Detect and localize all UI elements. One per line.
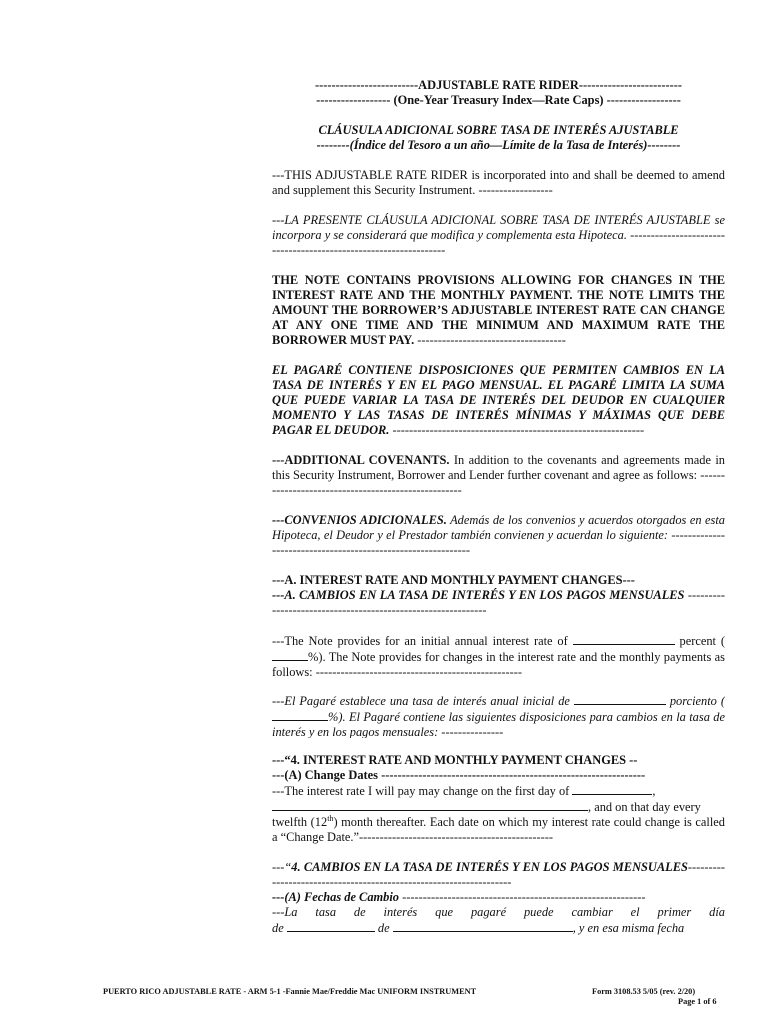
initial-rate-text-3: %). The Note provides for changes in the interest rate and the monthly payments as follows: --------------------------------------------------	[272, 650, 725, 678]
rider-subtitle-spanish: --------(Índice del Tesoro a un año—Límite de la Tasa de Interés)--------	[316, 138, 681, 152]
covenants-heading: ---ADDITIONAL COVENANTS.	[272, 453, 450, 467]
fechas-text-2a: de	[272, 921, 284, 935]
section-a-heading-spanish	[272, 588, 725, 618]
change-dates-line-1: ---The interest rate I will pay may change on the first day of ,	[272, 784, 656, 798]
change-dates-text-3a: twelfth (12	[272, 815, 328, 829]
change-dates-heading	[272, 768, 725, 783]
section-a-spanish-text: ---A. CAMBIOS EN LA TASA DE INTERÉS Y EN LOS PAGOS MENSUALES	[272, 588, 685, 602]
section-4-heading-spanish	[272, 860, 725, 890]
note-provisions-notice-spanish	[272, 363, 725, 438]
footer-instrument-title: PUERTO RICO ADJUSTABLE RATE - ARM 5-1 -Fannie Mae/Freddie Mac UNIFORM INSTRUMENT	[103, 987, 477, 996]
section-4-heading: ---“4. INTEREST RATE AND MONTHLY PAYMENT CHANGES --	[272, 753, 638, 767]
initial-rate-text-2: percent (	[679, 634, 725, 648]
section-a-heading: ---A. INTEREST RATE AND MONTHLY PAYMENT CHANGES---	[272, 573, 635, 587]
initial-rate-paragraph	[272, 633, 725, 678]
fechas-text-2c: , y en esa misma fecha	[572, 921, 685, 935]
section-4-spanish-text: 4. CAMBIOS EN LA TASA DE INTERÉS Y EN LOS PAGOS MENSUALES	[291, 860, 688, 874]
initial-rate-blank[interactable]	[573, 633, 675, 645]
notice-text: THE NOTE CONTAINS PROVISIONS ALLOWING FOR CHANGES IN THE INTEREST RATE AND THE MONTHLY PAYMENT. THE NOTE LIMITS THE AMOUNT THE BORROWER’S ADJUSTABLE INTEREST RATE CAN CHANGE AT ANY ONE TIME AND THE MINIMUM AND MAXIMUM RATE THE BORROWER MUST PAY.	[272, 273, 725, 347]
intro-paragraph: ---THIS ADJUSTABLE RATE RIDER is incorporated into and shall be deemed to amend and supplement this Security Instrument. ------------------	[272, 168, 725, 197]
footer-form-number: Form 3108.53 5/05 (rev. 2/20)	[592, 987, 696, 996]
section-4-spanish-dashes: -------------------------------------------------------------------	[272, 860, 725, 889]
change-dates-line-2	[272, 799, 725, 815]
footer-page-number: Page 1 of 6	[678, 997, 717, 1006]
fechas-line-1: ---La tasa de interés que pagaré puede cambiar el primer día	[272, 905, 725, 919]
change-dates-title: ---(A) Change Dates	[272, 768, 378, 782]
fechas-line-2	[272, 920, 725, 936]
change-dates-text-2: , and on that day every	[588, 800, 701, 814]
additional-covenants	[272, 453, 725, 498]
fechas-title: ---(A) Fechas de Cambio	[272, 890, 399, 904]
covenants-heading-spanish: ---CONVENIOS ADICIONALES.	[272, 513, 447, 527]
additional-covenants-spanish	[272, 513, 725, 558]
initial-rate-blank-spanish[interactable]	[574, 693, 666, 705]
initial-rate-percent-blank-spanish[interactable]	[272, 709, 328, 721]
rider-title-spanish: CLÁUSULA ADICIONAL SOBRE TASA DE INTERÉS AJUSTABLE	[318, 123, 679, 137]
initial-rate-text-2-spanish: porciento (	[669, 694, 725, 708]
notice-text-spanish: EL PAGARÉ CONTIENE DISPOSICIONES QUE PERMITEN CAMBIOS EN LA TASA DE INTERÉS Y EN EL PAGO MENSUAL. EL PAGARÉ LIMITA LA SUMA QUE PUEDE VARIAR LA TASA DE INTERÉS DEL DEUDOR EN CUALQUIER MOMENTO Y LAS TASAS DE INTERÉS MÍNIMAS Y MÁXIMAS QUE DEBE PAGAR EL DEUDOR.	[272, 363, 725, 437]
intro-paragraph-spanish: ---LA PRESENTE CLÁUSULA ADICIONAL SOBRE TASA DE INTERÉS AJUSTABLE se incorpora y se considerará que modifica y complementa esta Hipoteca. -----------------------------------------------------------------	[272, 213, 725, 257]
rider-text-column	[272, 78, 725, 936]
initial-rate-paragraph-spanish	[272, 693, 725, 738]
section-a-spanish-dashes: -------------------------------------------------------------	[272, 588, 725, 617]
change-dates-text-1: ---The interest rate I will pay may change on the first day of	[272, 784, 570, 798]
notice-dashes-spanish: -------------------------------------------------------------	[389, 423, 645, 437]
notice-dashes: ------------------------------------	[414, 333, 566, 347]
covenants-body-spanish: Además de los convenios y acuerdos otorgados en esta Hipoteca, el Deudor y el Prestador también convienen y acuerdan lo siguiente: -------------------------------------------------------------	[272, 513, 725, 557]
initial-rate-text-1: ---The Note provides for an initial annual interest rate of	[272, 634, 568, 648]
fechas-month-blank[interactable]	[393, 920, 573, 932]
change-dates-dashes: ----------------------------------------------------------------	[378, 768, 646, 782]
rider-subtitle: ------------------ (One-Year Treasury Index—Rate Caps) ------------------	[316, 93, 681, 107]
initial-rate-text-1-spanish: ---El Pagaré establece una tasa de interés anual inicial de	[272, 694, 570, 708]
ordinal-suffix: th	[327, 815, 334, 823]
change-dates-text-3b: ) month thereafter. Each date on which my interest rate could change is called a “Change Date.”-----------------------------------------------	[272, 815, 725, 844]
initial-rate-percent-blank[interactable]	[272, 649, 308, 661]
rider-title: -------------------------ADJUSTABLE RATE RIDER-------------------------	[315, 78, 682, 92]
change-year-blank[interactable]	[272, 799, 588, 811]
fechas-heading	[272, 890, 725, 905]
covenants-body: In addition to the covenants and agreements made in this Security Instrument, Borrower and Lender further covenant and agree as follows: ----------------------------------------------------	[272, 453, 725, 497]
fechas-text-2b: de	[377, 921, 390, 935]
section-4-spanish-prefix: ---“	[272, 860, 292, 874]
fechas-day-blank[interactable]	[287, 920, 375, 932]
fechas-dashes: -----------------------------------------------------------	[399, 890, 646, 904]
change-dates-line-3	[272, 815, 725, 845]
change-month-blank[interactable]	[572, 783, 652, 795]
note-provisions-notice	[272, 273, 725, 348]
initial-rate-text-3-spanish: %). El Pagaré contiene las siguientes disposiciones para cambios en la tasa de interés y en los pagos mensuales: ---------------	[272, 710, 725, 738]
